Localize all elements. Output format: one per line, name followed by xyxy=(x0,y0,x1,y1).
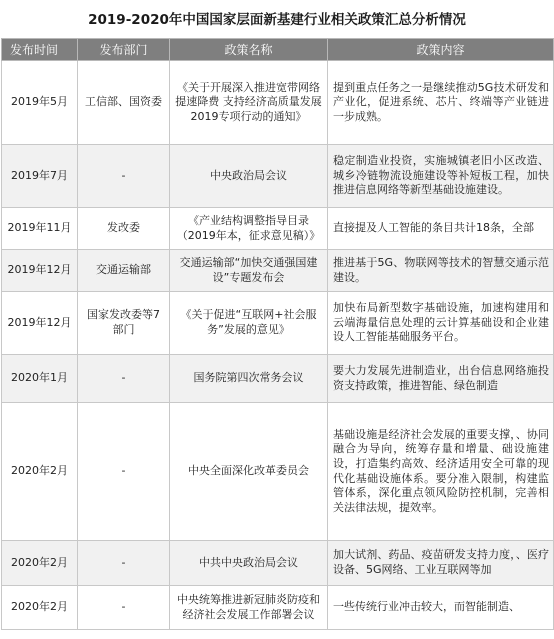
table-row xyxy=(2,145,554,208)
cell-policy-name: 《产业结构调整指导目录（2019年本，征求意见稿）》 xyxy=(170,208,328,250)
cell-policy-content: 加快布局新型数字基础设施，加速构建用和云端海量信息处理的云计算基础设和企业建设人工智能基础服务平台。 xyxy=(328,292,554,355)
column-header-department: 发布部门 xyxy=(78,39,170,61)
cell-department: - xyxy=(78,355,170,403)
table-row xyxy=(2,61,554,145)
cell-policy-name: 中央政治局会议 xyxy=(170,145,328,208)
cell-department: 发改委 xyxy=(78,208,170,250)
table-row xyxy=(2,250,554,292)
table-row xyxy=(2,403,554,541)
cell-department: 国家发改委等7部门 xyxy=(78,292,170,355)
cell-policy-content: 基础设施是经济社会发展的重要支撑，、协同融合为导向，统筹存量和增量、础设施建设，打造集约高效、经济适用安全可靠的现代化基础设施体系。要分准入限制，构建监管体系，深化重点领风险防控机制，完善相关法律法规，提效率。 xyxy=(328,403,554,541)
cell-policy-content: 一些传统行业冲击较大，而智能制造、 xyxy=(328,586,554,630)
table-header-row xyxy=(2,39,554,61)
column-header-policy-name: 政策名称 xyxy=(170,39,328,61)
column-header-date: 发布时间 xyxy=(2,39,78,61)
cell-policy-content: 直接提及人工智能的条目共计18条，全部 xyxy=(328,208,554,250)
cell-policy-content: 提到重点任务之一是继续推动5G技术研发和产业化，促进系统、芯片、终端等产业链进一步成熟。 xyxy=(328,61,554,145)
table-row xyxy=(2,355,554,403)
table-row xyxy=(2,208,554,250)
cell-policy-name: 《关于促进“互联网+社会服务”发展的意见》 xyxy=(170,292,328,355)
cell-department: - xyxy=(78,586,170,630)
cell-date: 2020年1月 xyxy=(2,355,78,403)
cell-policy-content: 要大力发展先进制造业，出台信息网络施投资支持政策，推进智能、绿色制造 xyxy=(328,355,554,403)
cell-date: 2019年12月 xyxy=(2,292,78,355)
cell-policy-name: 国务院第四次常务会议 xyxy=(170,355,328,403)
cell-policy-content: 加大试剂、药品、疫苗研发支持力度，、医疗设备、5G网络、工业互联网等加 xyxy=(328,541,554,586)
cell-date: 2020年2月 xyxy=(2,586,78,630)
cell-department: - xyxy=(78,145,170,208)
cell-department: 工信部、国资委 xyxy=(78,61,170,145)
cell-date: 2020年2月 xyxy=(2,541,78,586)
column-header-policy-content: 政策内容 xyxy=(328,39,554,61)
cell-policy-name: 《关于开展深入推进宽带网络提速降费 支持经济高质量发展2019专项行动的通知》 xyxy=(170,61,328,145)
cell-department: - xyxy=(78,403,170,541)
cell-policy-name: 中央统筹推进新冠肺炎防疫和经济社会发展工作部署会议 xyxy=(170,586,328,630)
cell-date: 2019年11月 xyxy=(2,208,78,250)
table-row xyxy=(2,292,554,355)
cell-department: - xyxy=(78,541,170,586)
policy-table xyxy=(1,38,554,630)
table-row xyxy=(2,586,554,630)
cell-department: 交通运输部 xyxy=(78,250,170,292)
cell-policy-name: 中央全面深化改革委员会 xyxy=(170,403,328,541)
cell-date: 2019年12月 xyxy=(2,250,78,292)
cell-policy-name: 中共中央政治局会议 xyxy=(170,541,328,586)
cell-date: 2019年7月 xyxy=(2,145,78,208)
cell-policy-content: 稳定制造业投资，实施城镇老旧小区改造、城乡冷链物流设施建设等补短板工程，加快推进信息网络等新型基础设施建设。 xyxy=(328,145,554,208)
table-row xyxy=(2,541,554,586)
cell-date: 2020年2月 xyxy=(2,403,78,541)
page-title: 2019-2020年中国国家层面新基建行业相关政策汇总分析情况 xyxy=(88,12,466,28)
cell-policy-content: 推进基于5G、物联网等技术的智慧交通示范建设。 xyxy=(328,250,554,292)
cell-date: 2019年5月 xyxy=(2,61,78,145)
cell-policy-name: 交通运输部“加快交通强国建设”专题发布会 xyxy=(170,250,328,292)
